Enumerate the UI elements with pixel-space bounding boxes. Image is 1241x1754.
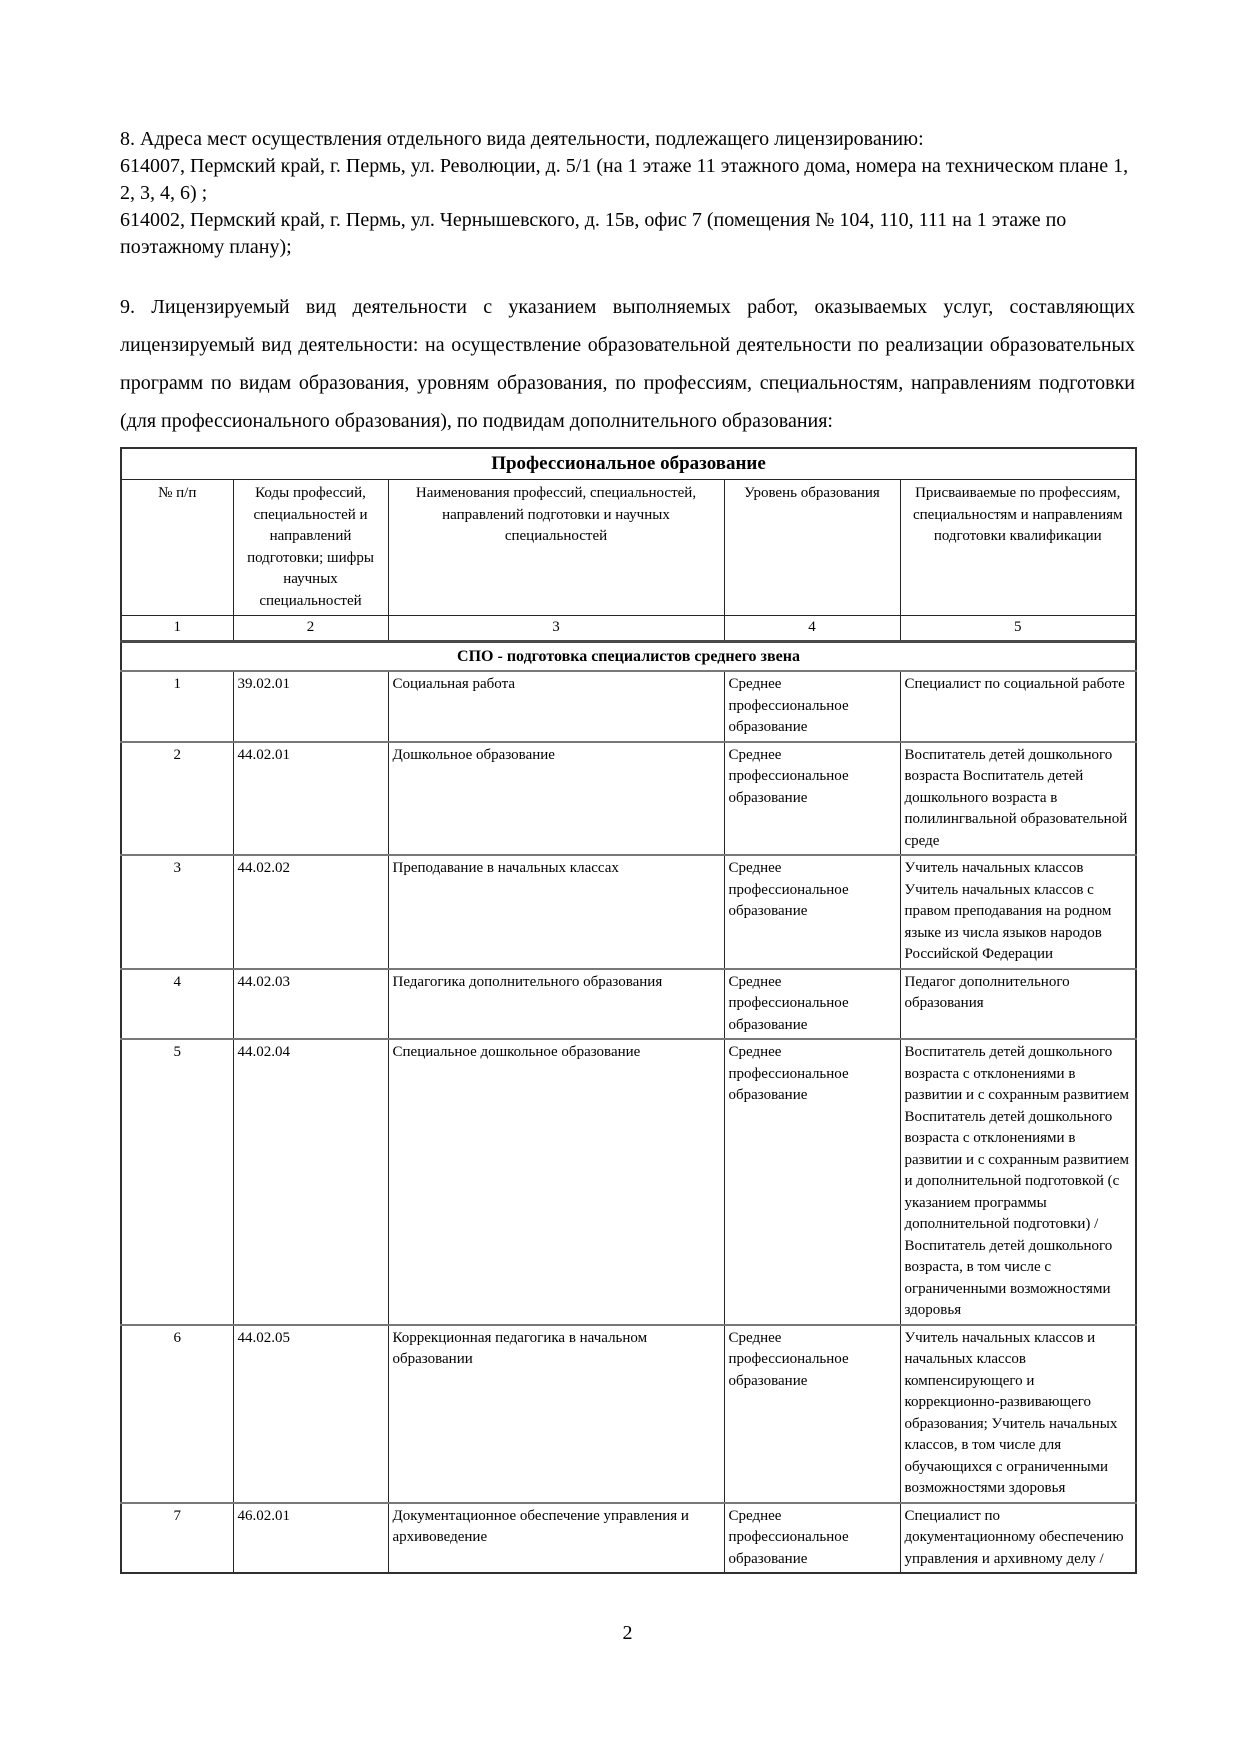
table-title: Профессиональное образование xyxy=(121,448,1136,480)
cell-qualification: Педагог дополнительного образования xyxy=(900,969,1136,1040)
section-header-row xyxy=(121,641,1136,671)
cell-name: Коррекционная педагогика в начальном образовании xyxy=(388,1325,724,1503)
table-title-row xyxy=(121,448,1136,480)
paragraph-9: 9. Лицензируемый вид деятельности с указанием выполняемых работ, оказываемых услуг, составляющих лицензируемый вид деятельности: на осуществление образовательной деятельности по реализации образовательных программ по видам образования, уровням образования, по профессиям, специальностям, направлениям подготовки (для профессионального образования), по подвидам дополнительного образования: xyxy=(120,296,1135,432)
column-number-3: 3 xyxy=(388,616,724,642)
column-header-names: Наименования профессий, специальностей, направлений подготовки и научных специальностей xyxy=(388,480,724,616)
cell-code: 44.02.03 xyxy=(233,969,388,1040)
column-header-qualifications: Присваиваемые по профессиям, специальностям и направлениям подготовки квалификации xyxy=(900,480,1136,616)
column-header-num: № п/п xyxy=(121,480,233,616)
cell-row-number: 3 xyxy=(121,855,233,969)
cell-level: Среднее профессиональное образование xyxy=(724,1039,900,1325)
cell-code: 44.02.01 xyxy=(233,742,388,856)
cell-qualification: Воспитатель детей дошкольного возраста с отклонениями в развитии и с сохранным развитием Воспитатель детей дошкольного возраста с отклонениями в развитии и с сохранным развитием и дополнительной подготовкой (с указанием программы дополнительной подготовки) / Воспитатель детей дошкольного возраста, в том числе с ограниченными возможностями здоровья xyxy=(900,1039,1136,1325)
cell-qualification: Учитель начальных классов и начальных классов компенсирующего и коррекционно-развивающего образования; Учитель начальных классов, в том числе для обучающихся с ограниченными возможностями здоровья xyxy=(900,1325,1136,1503)
cell-level: Среднее профессиональное образование xyxy=(724,1325,900,1503)
table-row xyxy=(121,855,1136,969)
column-header-codes: Коды профессий, специальностей и направлений подготовки; шифры научных специальностей xyxy=(233,480,388,616)
cell-row-number: 6 xyxy=(121,1325,233,1503)
column-header-level: Уровень образования xyxy=(724,480,900,616)
column-number-1: 1 xyxy=(121,616,233,642)
table-row xyxy=(121,1039,1136,1325)
cell-qualification: Воспитатель детей дошкольного возраста Воспитатель детей дошкольного возраста в полилингвальной образовательной среде xyxy=(900,742,1136,856)
cell-qualification: Специалист по социальной работе xyxy=(900,671,1136,742)
table-row xyxy=(121,1503,1136,1574)
cell-level: Среднее профессиональное образование xyxy=(724,742,900,856)
cell-name: Педагогика дополнительного образования xyxy=(388,969,724,1040)
cell-name: Специальное дошкольное образование xyxy=(388,1039,724,1325)
table-header-row xyxy=(121,480,1136,616)
paragraph-8 xyxy=(120,126,1135,261)
cell-name: Социальная работа xyxy=(388,671,724,742)
column-number-5: 5 xyxy=(900,616,1136,642)
cell-qualification: Специалист по документационному обеспечению управления и архивному делу / xyxy=(900,1503,1136,1574)
cell-level: Среднее профессиональное образование xyxy=(724,855,900,969)
table-row xyxy=(121,671,1136,742)
cell-code: 44.02.05 xyxy=(233,1325,388,1503)
cell-code: 44.02.04 xyxy=(233,1039,388,1325)
professional-education-table xyxy=(120,447,1137,1574)
cell-name: Документационное обеспечение управления и архивоведение xyxy=(388,1503,724,1574)
cell-row-number: 7 xyxy=(121,1503,233,1574)
cell-row-number: 5 xyxy=(121,1039,233,1325)
cell-row-number: 1 xyxy=(121,671,233,742)
cell-name: Дошкольное образование xyxy=(388,742,724,856)
table-row xyxy=(121,742,1136,856)
cell-level: Среднее профессиональное образование xyxy=(724,969,900,1040)
table-row xyxy=(121,1325,1136,1503)
table-row xyxy=(121,969,1136,1040)
cell-qualification: Учитель начальных классов Учитель начальных классов с правом преподавания на родном языке из числа языков народов Российской Федерации xyxy=(900,855,1136,969)
paragraph-8-line-1: 8. Адреса мест осуществления отдельного вида деятельности, подлежащего лицензированию: xyxy=(120,128,924,150)
column-number-4: 4 xyxy=(724,616,900,642)
cell-code: 39.02.01 xyxy=(233,671,388,742)
paragraph-8-line-2: 614007, Пермский край, г. Пермь, ул. Революции, д. 5/1 (на 1 этаже 11 этажного дома, номера на техническом плане 1, 2, 3, 4, 6) ; xyxy=(120,155,1129,204)
cell-row-number: 2 xyxy=(121,742,233,856)
cell-code: 46.02.01 xyxy=(233,1503,388,1574)
page-number: 2 xyxy=(622,1622,633,1644)
cell-row-number: 4 xyxy=(121,969,233,1040)
cell-code: 44.02.02 xyxy=(233,855,388,969)
section-header: СПО - подготовка специалистов среднего звена xyxy=(121,641,1136,671)
paragraph-8-line-3: 614002, Пермский край, г. Пермь, ул. Чернышевского, д. 15в, офис 7 (помещения № 104, 110, 111 на 1 этаже по поэтажному плану); xyxy=(120,209,1067,258)
cell-level: Среднее профессиональное образование xyxy=(724,671,900,742)
cell-name: Преподавание в начальных классах xyxy=(388,855,724,969)
column-number-row xyxy=(121,616,1136,642)
cell-level: Среднее профессиональное образование xyxy=(724,1503,900,1574)
column-number-2: 2 xyxy=(233,616,388,642)
